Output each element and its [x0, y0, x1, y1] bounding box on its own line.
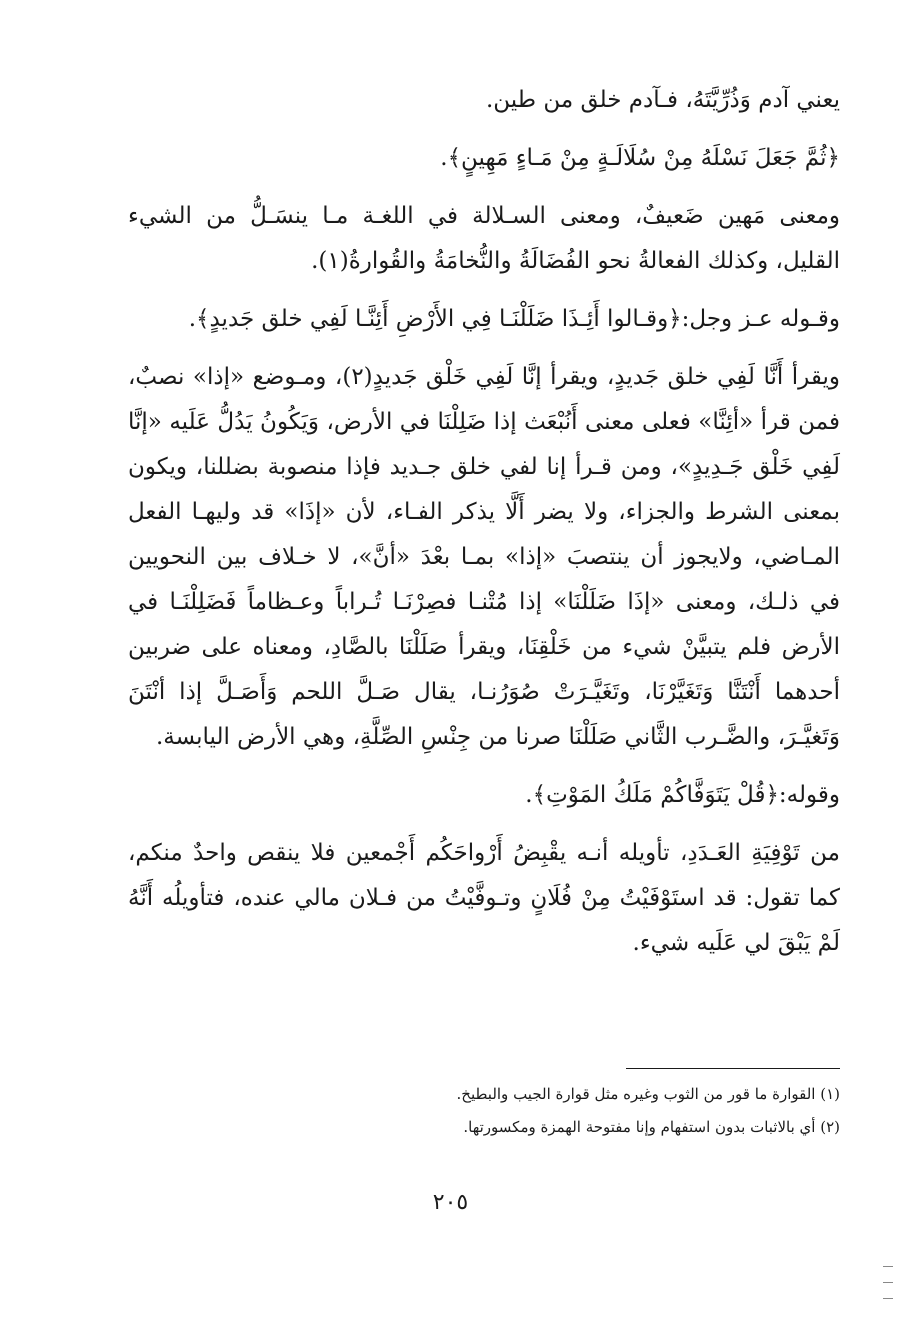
paragraph-3: ومعنى مَهين ضَعيفٌ، ومعنى السـلالة في اللغـة مـا ينسَـلُّ من الشيء القليل، وكذلك الفعالةُ نحو الفُضَالَةُ والنُّخامَةُ والقُوارةُ(١). [128, 203, 840, 274]
footnote-2: (٢) أي بالاثبات بدون استفهام وإنا مفتوحة الهمزة ومكسورتها. [463, 1118, 840, 1136]
paragraph-1: يعني آدم وَذُرِّيَّتَهُ، فـآدم خلق من طين. [485, 87, 840, 113]
paragraph-2-quran-verse: ﴿ثُمَّ جَعَلَ نَسْلَهُ مِنْ سُلَالَـةٍ مِنْ مَـاءٍ مَهِينٍ﴾. [440, 145, 840, 171]
scan-mark [883, 1298, 893, 1299]
footnote-divider [626, 1068, 840, 1069]
page-number: ٢٠٥ [432, 1190, 469, 1215]
scan-mark [883, 1282, 893, 1283]
main-text [128, 78, 840, 966]
paragraph-6: وقوله:﴿قُلْ يَتَوَفَّاكُمْ مَلَكُ المَوْتِ﴾. [525, 782, 840, 808]
footnote-1: (١) القوارة ما قور من الثوب وغيره مثل قوارة الجيب والبطيخ. [456, 1085, 840, 1103]
footnotes [128, 1078, 840, 1144]
scan-mark [883, 1266, 893, 1267]
paragraph-4: وقـوله عـز وجل:﴿وقـالوا أَئِـذَا ضَلَلْنَـا فِي الأَرْضِ أَئِنَّـا لَفِي خلق جَديدٍ﴾. [188, 306, 840, 332]
paragraph-5: ويقرأ أَنَّا لَفِي خلق جَديدٍ، ويقرأ إنَّا لَفِي خَلْق جَديدٍ(٢)، ومـوضع «إذا» نصبٌ، فمن قرأ «أئِنَّا» فعلى معنى أَنُبْعَث إذا ضَلِلْنَا في الأرض، وَيَكُونُ يَدُلُّ عَلَيه «إنَّا لَفِي خَلْق جَـدِيدٍ»، ومن قـرأ إنا لفي خلق جـديد فإذا منصوبة بضللنا، ويكون بمعنى الشرط والجزاء، ولا يضر أَلَّا يذكر الفـاء، لأن «إذَا» قد وليهـا الفعل المـاضي، ولايجوز أن ينتصبَ «إذا» بمـا بعْدَ «أنَّ»، لا خـلاف بين النحويين في ذلـك، ومعنى «إذَا ضَلَلْنَا» إذا مُتْنـا فصِرْنَـا تُـراباً وعـظاماً فَضَلِلْنَـا في الأرض فلم يتبيَّنْ شيء من خَلْقِنَا، ويقرأ صَلَلْنَا بالصَّادِ، ومعناه على ضربين أحدهما أَنْتَنَّا وَتَغَيَّرْنَا، وتَغَيَّـرَتْ صُوَرُنـا، يقال صَـلَّ اللحم وَأَصَـلَّ إذا أنْتَنَ وَتَغيَّـرَ، والضَّـرب الثَّاني صَلَلْنَا صرنا من جِنْسِ الصِّلَّةِ، وهي الأرض اليابسة. [128, 364, 840, 750]
paragraph-7: من تَوْفِيَةِ العَـدَدِ، تأويله أنـه يقْبِضُ أَرْواحَكُم أَجْمعين فلا ينقص واحدٌ منكم، كما تقول: قد استَوْفَيْتُ مِنْ فُلَانٍ وتـوفَّيْتُ من فـلان مالي عنده، فتأويلُه أَنَّهُ لَمْ يَبْقَ لي عَلَيه شيء. [128, 840, 840, 956]
